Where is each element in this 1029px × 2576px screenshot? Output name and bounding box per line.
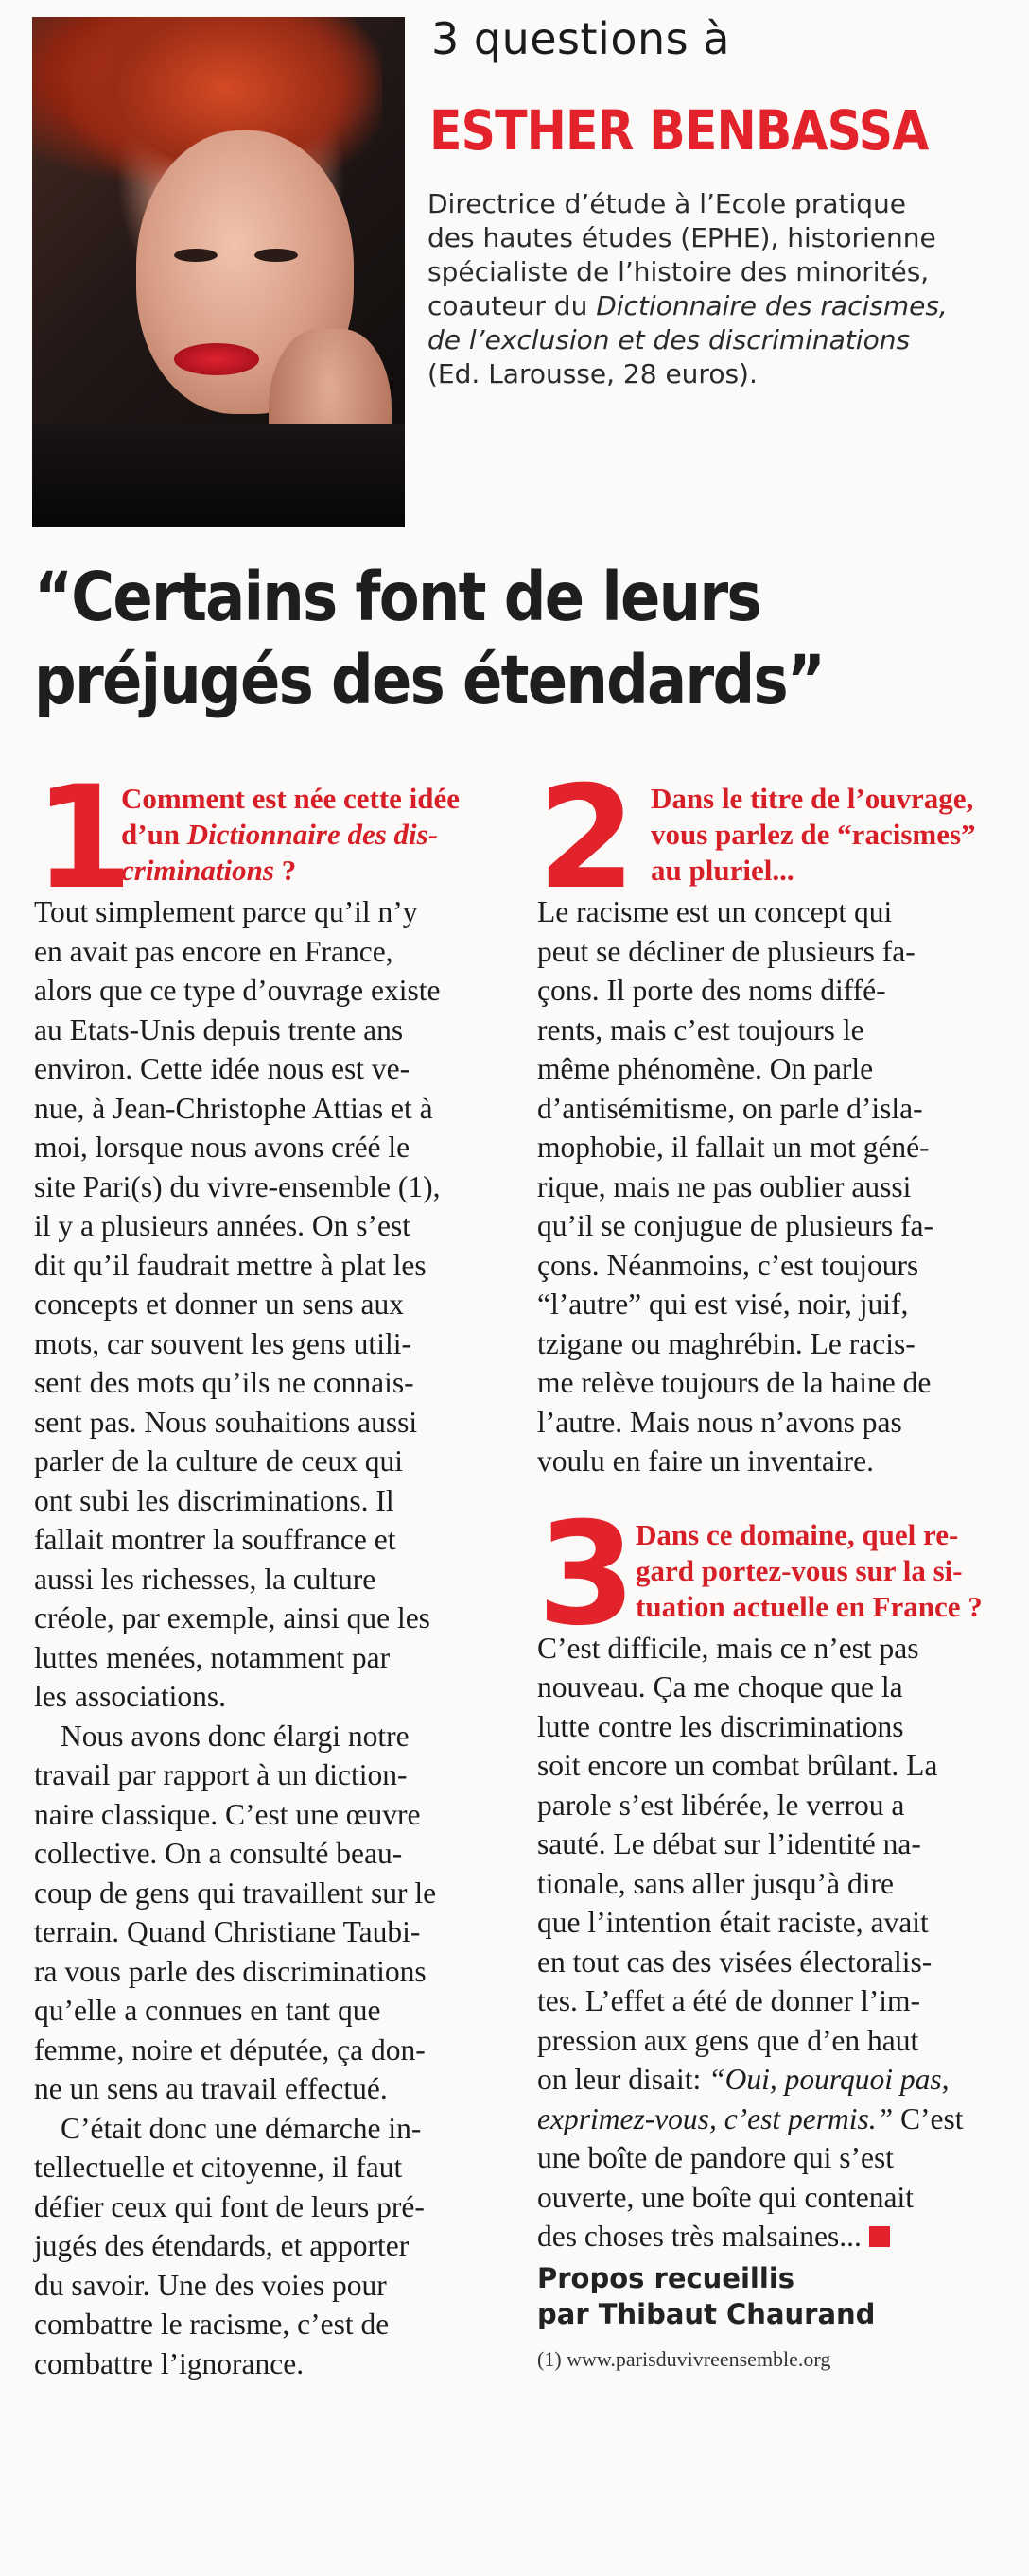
answer-span: “l’autre” qui est visé, noir, juif,	[537, 1288, 909, 1321]
question-title-italic: Dictionnaire des dis-	[186, 818, 439, 851]
answer-span: lutte contre les discriminations	[537, 1709, 904, 1743]
question-line	[636, 1517, 1010, 1553]
answer-line	[537, 1403, 1010, 1443]
question-line	[651, 781, 1010, 817]
answer-span: ont subi les discriminations. Il	[34, 1483, 394, 1517]
answer-text	[34, 892, 513, 2383]
bio-line: Directrice d’étude à l’Ecole pratique	[427, 188, 906, 219]
answer-line	[537, 2178, 1010, 2218]
answer-line	[537, 2100, 1010, 2139]
answer-text	[537, 892, 1010, 1481]
bio-line: spécialiste de l’histoire des minorités,	[427, 256, 930, 287]
answer-span: nouveau. Ça me choque que la	[537, 1670, 903, 1703]
answer-line	[537, 932, 1010, 972]
end-square-icon	[869, 2226, 890, 2247]
answer-span: collective. On a consulté beau-	[34, 1837, 403, 1870]
answer-span: des choses très malsaines...	[537, 2220, 862, 2253]
answer-line	[537, 1943, 1010, 1982]
answer-line	[34, 1795, 513, 1835]
interviewee-name: ESTHER BENBASSA	[429, 98, 929, 163]
answer-span: peut se décliner de plusieurs fa-	[537, 934, 916, 968]
answer-span: ouverte, une boîte qui contenait	[537, 2180, 914, 2214]
answer-line	[34, 1638, 513, 1678]
answer-span: en tout cas des visées électoralis-	[537, 1945, 933, 1979]
answer-span: qu’elle a connues en tant que	[34, 1994, 381, 2027]
bio-book-title: de l’exclusion et des discriminations	[427, 324, 911, 355]
answer-line	[537, 1128, 1010, 1167]
answer-line	[34, 2266, 513, 2306]
question-line	[636, 1553, 1010, 1589]
answer-span: sent pas. Nous souhaitions aussi	[34, 1405, 418, 1439]
answer-line	[537, 1285, 1010, 1324]
question-span: au pluriel...	[651, 854, 794, 887]
question-3	[537, 1492, 1010, 2256]
answer-span: même phénomène. On parle	[537, 1052, 874, 1085]
answer-line	[34, 2305, 513, 2344]
answer-span: alors que ce type d’ouvrage existe	[34, 974, 441, 1007]
answer-line	[537, 2021, 1010, 2061]
answer-span: rents, mais c’est toujours le	[537, 1012, 864, 1046]
answer-line	[34, 932, 513, 972]
answer-span: site Pari(s) du vivre-ensemble (1),	[34, 1169, 441, 1203]
answer-span: tzigane ou maghrébin. Le racis-	[537, 1326, 916, 1360]
question-span: vous parlez de “racismes”	[651, 818, 976, 851]
answer-line	[34, 1403, 513, 1443]
answer-line	[34, 1717, 513, 1756]
answer-line	[34, 1324, 513, 1364]
bio-line	[427, 323, 1014, 357]
answer-line	[34, 1442, 513, 1481]
bio	[427, 187, 1014, 391]
answer-span: tellectuelle et citoyenne, il faut	[34, 2151, 403, 2184]
answer-span: terrain. Quand Christiane Taubi-	[34, 1915, 421, 1948]
answer-line	[34, 2069, 513, 2109]
answer-span: mophobie, il fallait un mot géné-	[537, 1131, 930, 1164]
answer-span: nue, à Jean-Christophe Attias et à	[34, 1091, 433, 1125]
answer-span: ra vous parle des discriminations	[34, 1954, 427, 1988]
answer-line	[34, 2226, 513, 2266]
bio-text: coauteur du	[427, 290, 597, 321]
headline-line-2: préjugés des étendards”	[34, 641, 825, 719]
column-right	[537, 756, 1010, 2374]
question-line	[121, 781, 513, 817]
column-left	[34, 756, 513, 2383]
answer-span: sauté. Le débat sur l’identité na-	[537, 1827, 921, 1860]
answer-span: qu’il se conjugue de plusieurs fa-	[537, 1209, 934, 1242]
credit-line-1: Propos recueillis	[537, 2261, 795, 2294]
answer-span: du savoir. Une des voies pour	[34, 2268, 387, 2302]
answer-line	[34, 1481, 513, 1521]
answer-span: Le racisme est un concept qui	[537, 895, 893, 928]
answer-line	[34, 1049, 513, 1089]
answer-line	[34, 1677, 513, 1717]
answer-line	[537, 1786, 1010, 1825]
bio-book-title: Dictionnaire des racismes,	[596, 290, 948, 321]
answer-span: combattre l’ignorance.	[34, 2346, 305, 2380]
answer-span: me relève toujours de la haine de	[537, 1366, 932, 1399]
answer-line	[537, 1011, 1010, 1050]
answer-line	[537, 1746, 1010, 1786]
answer-span: mots, car souvent les gens utili-	[34, 1326, 411, 1360]
answer-span: environ. Cette idée nous est ve-	[34, 1052, 410, 1085]
answer-line	[34, 1285, 513, 1324]
answer-span: une boîte de pandore qui s’est	[537, 2141, 895, 2174]
answer-span: voulu en faire un inventaire.	[537, 1444, 874, 1478]
answer-span: Tout simplement parce qu’il n’y	[34, 895, 418, 928]
answer-line	[537, 1707, 1010, 1747]
credit	[537, 2260, 1010, 2332]
headline-line-1: “Certains font de leurs	[34, 558, 760, 636]
answer-line	[34, 1834, 513, 1874]
answer-span: combattre le racisme, c’est de	[34, 2308, 390, 2341]
question-span: Dans ce domaine, quel re-	[636, 1517, 959, 1551]
answer-line	[537, 971, 1010, 1011]
answer-span: soit encore un combat brûlant. La	[537, 1749, 938, 1782]
answer-span: défier ceux qui font de leurs pré-	[34, 2189, 425, 2223]
answer-span: rique, mais ne pas oublier aussi	[537, 1169, 912, 1203]
answer-line	[537, 1167, 1010, 1207]
answer-line	[34, 1874, 513, 1913]
answer-line	[34, 1167, 513, 1207]
answer-span: parole s’est libérée, le verrou a	[537, 1788, 905, 1822]
answer-line	[34, 1991, 513, 2031]
question-title-italic: criminations	[121, 854, 274, 887]
answer-span: il y a plusieurs années. On s’est	[34, 1209, 411, 1242]
answer-line	[537, 1049, 1010, 1089]
portrait-photo	[32, 17, 405, 527]
answer-line	[537, 1089, 1010, 1129]
answer-span: en avait pas encore en France,	[34, 934, 393, 968]
question-number: 2	[537, 756, 633, 921]
bio-line: des hautes études (EPHE), historienne	[427, 222, 936, 253]
kicker: 3 questions à	[431, 13, 730, 64]
answer-line	[537, 1864, 1010, 1904]
footnote: (1) www.parisduvivreensemble.org	[537, 2346, 831, 2371]
answer-span: concepts et donner un sens aux	[34, 1288, 405, 1321]
answer-line	[537, 1981, 1010, 2021]
answer-span: Nous avons donc élargi notre	[61, 1719, 410, 1753]
answer-span: tionale, sans aller jusqu’à dire	[537, 1866, 895, 1900]
quote-italic: “Oui, pourquoi pas,	[708, 2063, 950, 2096]
answer-line	[537, 1668, 1010, 1707]
question-span: Comment est née cette idée	[121, 782, 461, 815]
answer-span: fallait montrer la souffrance et	[34, 1523, 396, 1556]
headline	[34, 556, 1018, 722]
answer-line	[537, 2060, 1010, 2100]
answer-span: parler de la culture de ceux qui	[34, 1444, 404, 1478]
question-span: Dans le titre de l’ouvrage,	[651, 782, 974, 815]
question-span: tuation actuelle en France ?	[636, 1589, 983, 1623]
answer-span: on leur disait:	[537, 2063, 709, 2096]
answer-line	[34, 2031, 513, 2070]
question-line	[636, 1589, 1010, 1625]
question-1	[34, 756, 513, 2383]
answer-span: C’est	[893, 2101, 964, 2135]
answer-line	[537, 2217, 1010, 2256]
answer-span: jugés des étendards, et apporter	[34, 2229, 410, 2262]
answer-span: travail par rapport à un diction-	[34, 1758, 408, 1791]
answer-span: moi, lorsque nous avons créé le	[34, 1131, 410, 1164]
answer-span: çons. Il porte des noms diffé-	[537, 974, 886, 1007]
answer-line	[537, 1363, 1010, 1403]
answer-line	[34, 1755, 513, 1795]
answer-line	[537, 1246, 1010, 1286]
question-number: 3	[537, 1492, 633, 1657]
question-line	[121, 817, 513, 853]
answer-line	[34, 2344, 513, 2384]
question-2	[537, 756, 1010, 1481]
answer-span: dit qu’il faudrait mettre à plat les	[34, 1248, 427, 1282]
answer-line	[34, 1520, 513, 1560]
answer-span: l’autre. Mais nous n’avons pas	[537, 1405, 902, 1439]
answer-span: çons. Néanmoins, c’est toujours	[537, 1248, 919, 1282]
answer-span: coup de gens qui travaillent sur le	[34, 1876, 437, 1910]
answer-line	[34, 1912, 513, 1952]
answer-line	[537, 1442, 1010, 1481]
answer-line	[537, 1206, 1010, 1246]
answer-span: sent des mots qu’ils ne connais-	[34, 1366, 414, 1399]
question-span: d’un	[121, 818, 187, 851]
answer-span: C’est difficile, mais ce n’est pas	[537, 1631, 919, 1665]
answer-span: luttes menées, notamment par	[34, 1640, 391, 1674]
answer-line	[34, 1599, 513, 1638]
answer-line	[34, 2148, 513, 2187]
answer-line	[34, 971, 513, 1011]
answer-span: ne un sens au travail effectué.	[34, 2072, 388, 2105]
question-number: 1	[34, 756, 130, 921]
question-span: gard portez-vous sur la si-	[636, 1553, 963, 1587]
question-line	[651, 817, 1010, 853]
answer-span: aussi les richesses, la culture	[34, 1562, 376, 1596]
answer-line	[537, 1324, 1010, 1364]
answer-line	[537, 1903, 1010, 1943]
answer-line	[34, 2109, 513, 2149]
answer-span: femme, noire et députée, ça don-	[34, 2032, 426, 2066]
answer-line	[34, 1128, 513, 1167]
quote-italic: exprimez-vous, c’est permis.”	[537, 2101, 894, 2135]
answer-span: créole, par exemple, ainsi que les	[34, 1601, 430, 1634]
answer-span: que l’intention était raciste, avait	[537, 1906, 929, 1939]
answer-line	[537, 2138, 1010, 2178]
question-span: ?	[273, 854, 297, 887]
bio-line: (Ed. Larousse, 28 euros).	[427, 358, 758, 389]
answer-line	[34, 1363, 513, 1403]
answer-span: les associations.	[34, 1680, 226, 1713]
question-line	[651, 853, 1010, 889]
answer-line	[34, 1089, 513, 1129]
answer-line	[34, 1011, 513, 1050]
answer-line	[34, 2187, 513, 2227]
answer-line	[34, 1206, 513, 1246]
answer-line	[34, 1560, 513, 1599]
answer-span: naire classique. C’est une œuvre	[34, 1797, 421, 1831]
answer-text	[537, 1629, 1010, 2256]
question-line	[121, 853, 513, 889]
bio-line	[427, 289, 1014, 323]
answer-span: au Etats-Unis depuis trente ans	[34, 1012, 404, 1046]
answer-span: tes. L’effet a été de donner l’im-	[537, 1984, 920, 2017]
answer-span: d’antisémitisme, on parle d’isla-	[537, 1091, 923, 1125]
answer-line	[537, 1824, 1010, 1864]
answer-span: pression aux gens que d’en haut	[537, 2023, 919, 2057]
answer-line	[34, 1246, 513, 1286]
answer-span: C’était donc une démarche in-	[61, 2111, 422, 2145]
answer-line	[34, 1952, 513, 1992]
credit-line-2: par Thibaut Chaurand	[537, 2297, 876, 2330]
